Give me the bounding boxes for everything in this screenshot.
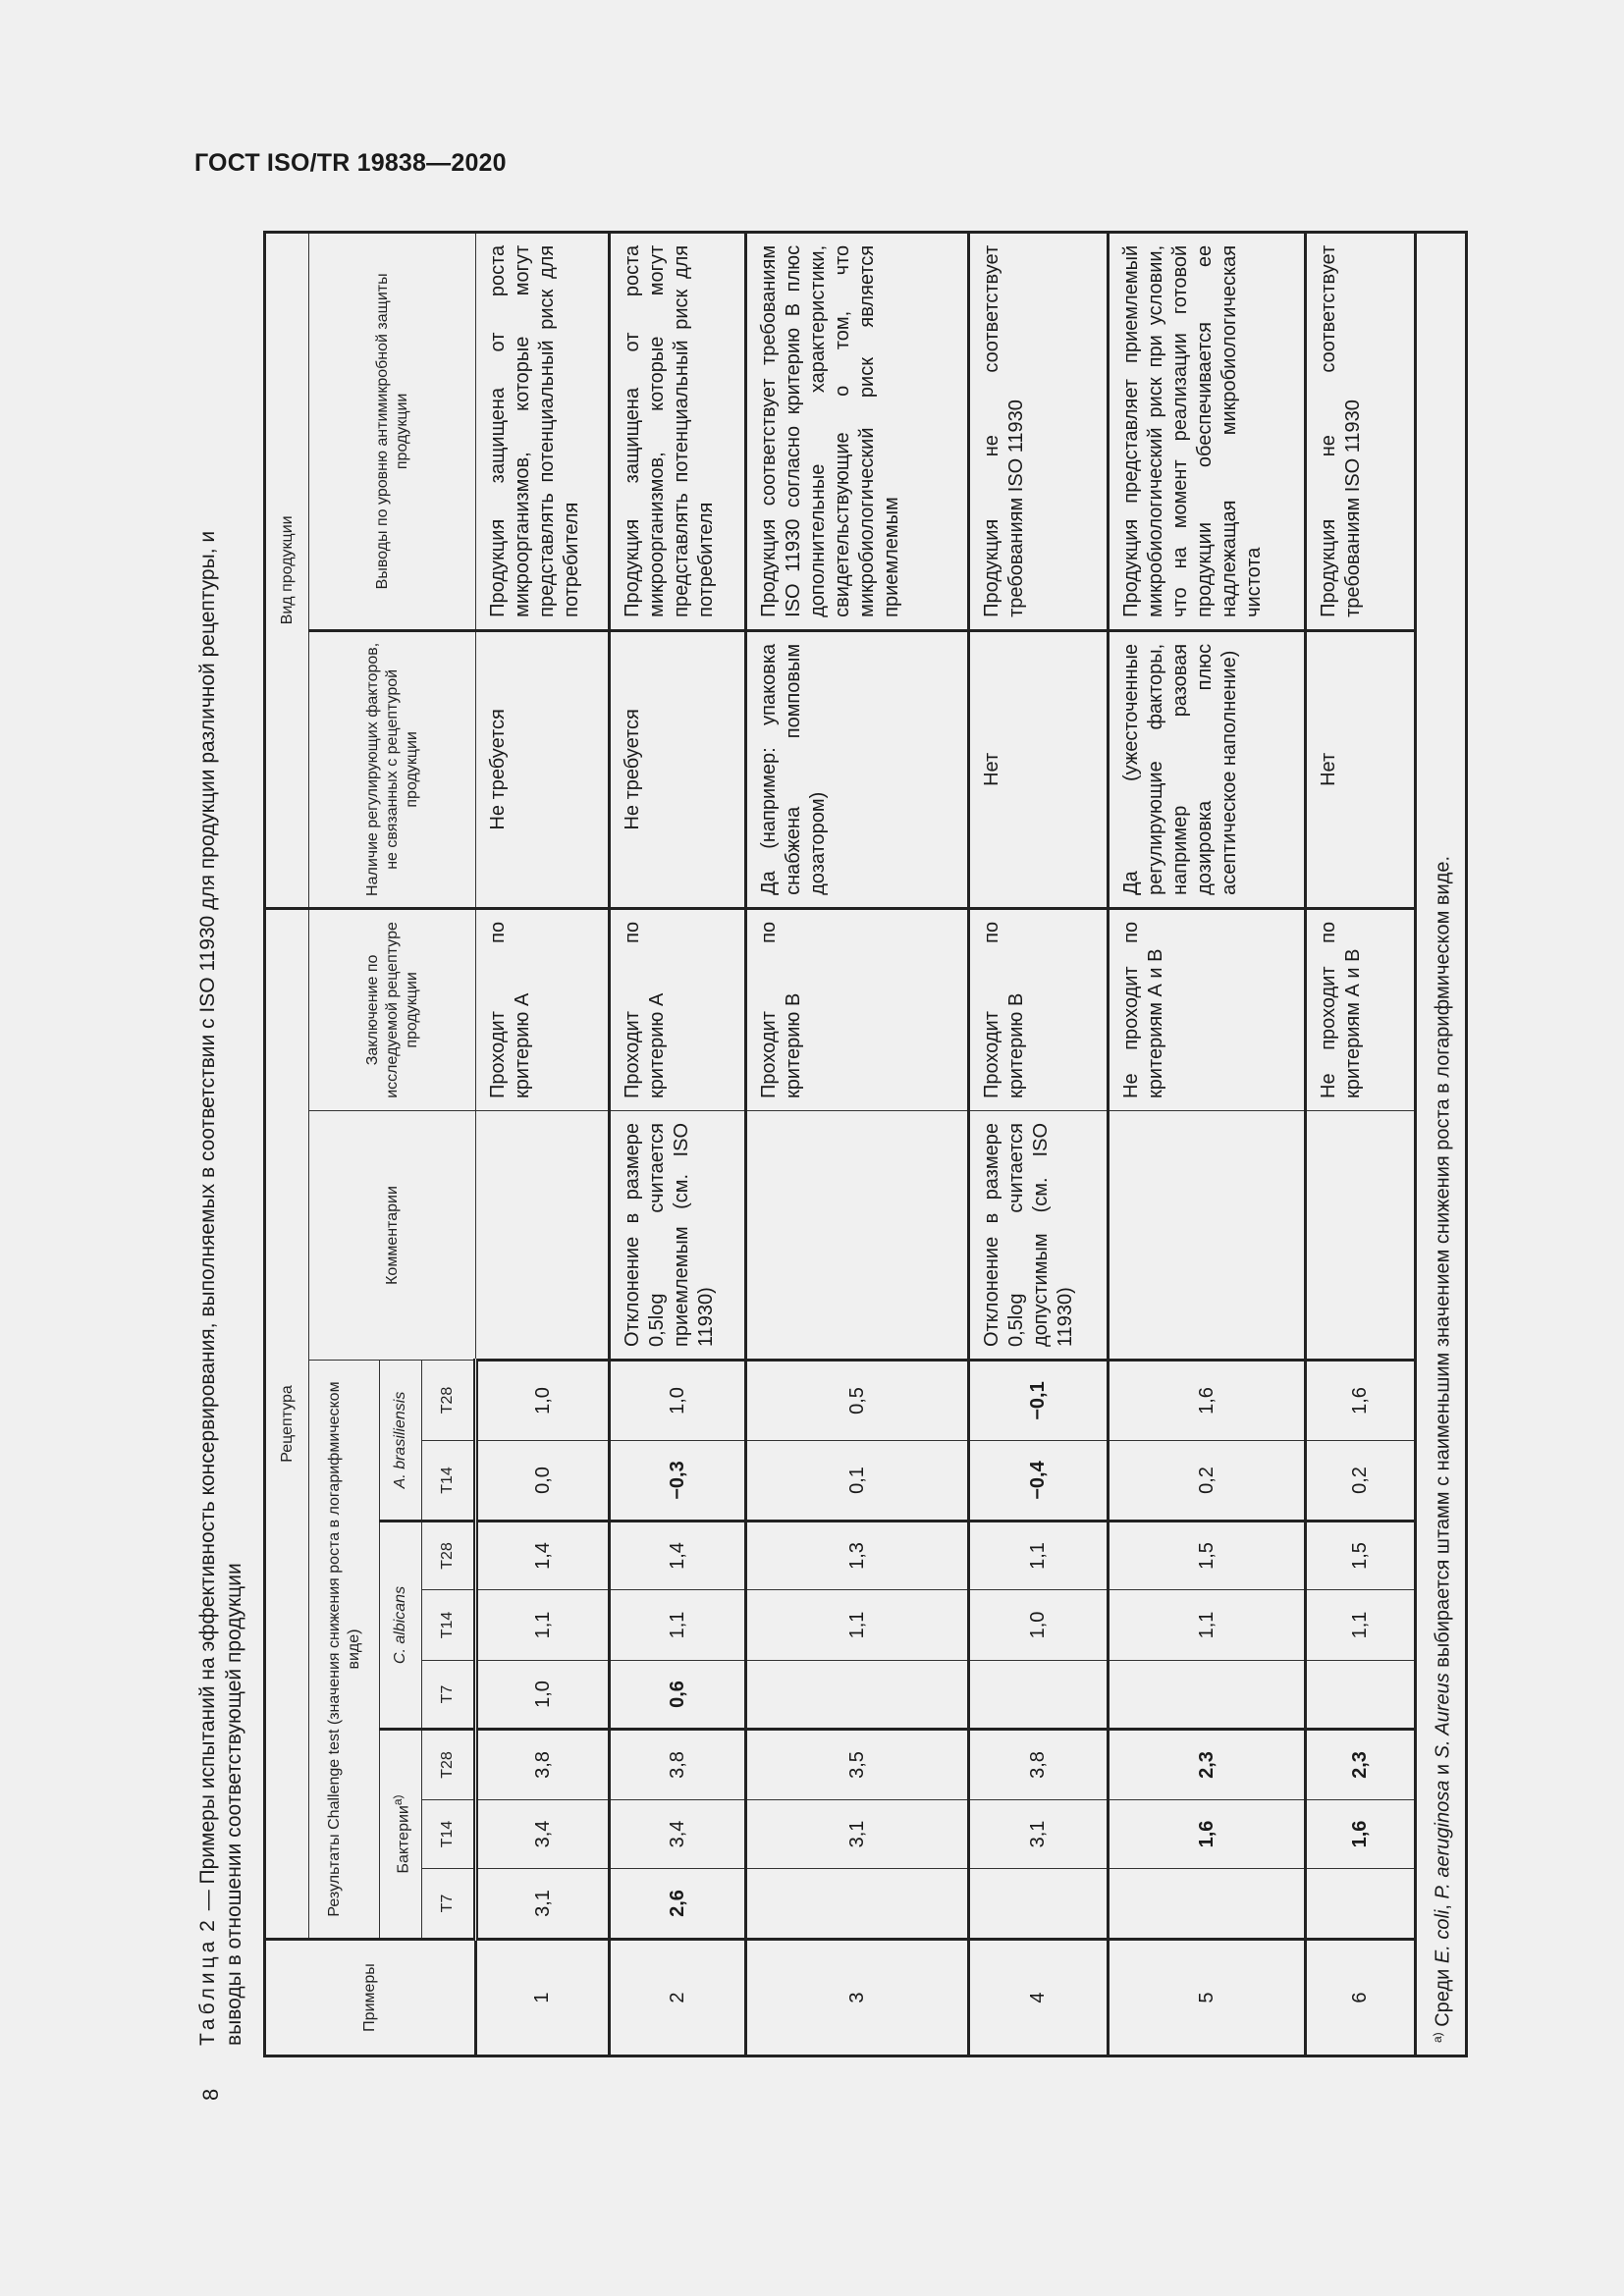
- log-reduction-value: [1306, 1661, 1416, 1730]
- table-row: [476, 232, 610, 2056]
- conclusion-cell: Не проходит по критериям А и В: [1306, 908, 1416, 1110]
- header-timepoint: T28: [422, 1730, 476, 1800]
- log-reduction-value: 1,6: [1109, 1800, 1306, 1869]
- log-reduction-value: [1109, 1869, 1306, 1940]
- header-findings: Выводы по уровню антимикробной защиты продукции: [309, 232, 476, 630]
- header-bacteria: [380, 1730, 422, 1940]
- comment-cell: [476, 1111, 610, 1361]
- log-reduction-value: 1,6: [1306, 1361, 1416, 1441]
- table-row: [1306, 232, 1416, 2056]
- footnote-p4: выбирается штамм с наименьшим значением снижения роста в логарифмическом виде.: [1432, 855, 1454, 1674]
- comment-cell: Отклонение в размере 0,5log считается приемлемым (см. ISO 11930): [610, 1111, 746, 1361]
- comment-cell: Отклонение в размере 0,5log считается допустимым (см. ISO 11930): [969, 1111, 1109, 1361]
- findings-cell: Продукция защищена от роста микроорганизмов, которые могут представлять потенциальный риск для потребителя: [476, 232, 610, 630]
- log-reduction-value: 0,2: [1306, 1441, 1416, 1522]
- header-timepoint: T28: [422, 1522, 476, 1590]
- header-timepoint: T14: [422, 1590, 476, 1661]
- caption-number: 2: [196, 1916, 219, 1932]
- log-reduction-value: 1,5: [1306, 1522, 1416, 1590]
- regulating-factors-cell: Да (например: упаковка снабжена помповым дозатором): [746, 630, 969, 908]
- log-reduction-value: 1,3: [746, 1522, 969, 1590]
- document-header: ГОСТ ISO/TR 19838—2020: [194, 149, 507, 177]
- log-reduction-value: 1,0: [969, 1590, 1109, 1661]
- regulating-factors-cell: Нет: [969, 630, 1109, 908]
- header-timepoint: T7: [422, 1661, 476, 1730]
- log-reduction-value: 1,4: [610, 1522, 746, 1590]
- footnote-p3: и: [1432, 1758, 1454, 1781]
- comment-cell: [1306, 1111, 1416, 1361]
- header-product-type: Вид продукции: [265, 232, 309, 908]
- log-reduction-value: 1,0: [476, 1361, 610, 1441]
- conclusion-cell: Не проходит по критериям А и В: [1109, 908, 1306, 1110]
- log-reduction-value: 2,6: [610, 1869, 746, 1940]
- header-a-brasiliensis: A. brasiliensis: [380, 1361, 422, 1522]
- header-examples: Примеры: [265, 1940, 476, 2056]
- log-reduction-value: 1,4: [476, 1522, 610, 1590]
- log-reduction-value: 1,1: [1306, 1590, 1416, 1661]
- example-number: 4: [969, 1940, 1109, 2056]
- table-caption: [194, 240, 247, 2046]
- log-reduction-value: 1,6: [1109, 1361, 1306, 1441]
- log-reduction-value: 0,1: [746, 1441, 969, 1522]
- header-timepoint: T28: [422, 1361, 476, 1441]
- log-reduction-value: 0,5: [746, 1361, 969, 1441]
- log-reduction-value: 0,2: [1109, 1441, 1306, 1522]
- log-reduction-value: 3,5: [746, 1730, 969, 1800]
- footnote-i3: S. Aureus: [1432, 1673, 1454, 1759]
- conclusion-cell: Проходит по критерию А: [610, 908, 746, 1110]
- log-reduction-value: 1,0: [476, 1661, 610, 1730]
- results-table: [263, 231, 1468, 2057]
- caption-line2: выводы в отношении соответствующей продукции: [223, 1563, 245, 2046]
- findings-cell: Продукция не соответствует требованиям ISO 11930: [1306, 232, 1416, 630]
- table-row: [969, 232, 1109, 2056]
- log-reduction-value: 3,1: [476, 1869, 610, 1940]
- header-c-albicans: C. albicans: [380, 1522, 422, 1730]
- regulating-factors-cell: Не требуется: [610, 630, 746, 908]
- log-reduction-value: 1,1: [476, 1590, 610, 1661]
- header-conclusion: Заключение по исследуемой рецептуре продукции: [309, 908, 476, 1110]
- log-reduction-value: 1,0: [610, 1361, 746, 1441]
- bacteria-footnote-marker: а): [390, 1794, 405, 1806]
- conclusion-cell: Проходит по критерию В: [969, 908, 1109, 1110]
- log-reduction-value: 2,3: [1306, 1730, 1416, 1800]
- log-reduction-value: 0,0: [476, 1441, 610, 1522]
- footnote-p2: ,: [1432, 1898, 1454, 1910]
- header-regulating-factors: Наличие регулирующих факторов, не связанных с рецептурой продукции: [309, 630, 476, 908]
- footnote-p1: Среди: [1432, 1963, 1454, 2033]
- conclusion-cell: Проходит по критерию В: [746, 908, 969, 1110]
- log-reduction-value: [1109, 1661, 1306, 1730]
- bacteria-label: Бактерии: [395, 1805, 412, 1874]
- example-number: 2: [610, 1940, 746, 2056]
- log-reduction-value: [746, 1661, 969, 1730]
- conclusion-cell: Проходит по критерию А: [476, 908, 610, 1110]
- log-reduction-value: [969, 1869, 1109, 1940]
- log-reduction-value: [969, 1661, 1109, 1730]
- log-reduction-value: −0,1: [969, 1361, 1109, 1441]
- findings-cell: Продукция защищена от роста микроорганизмов, которые могут представлять потенциальный риск для потребителя: [610, 232, 746, 630]
- log-reduction-value: 3,4: [610, 1800, 746, 1869]
- footnote-marker: а): [1431, 2032, 1445, 2043]
- comment-cell: [1109, 1111, 1306, 1361]
- log-reduction-value: 2,3: [1109, 1730, 1306, 1800]
- log-reduction-value: 3,1: [969, 1800, 1109, 1869]
- log-reduction-value: 1,1: [969, 1522, 1109, 1590]
- example-number: 3: [746, 1940, 969, 2056]
- example-number: 6: [1306, 1940, 1416, 2056]
- caption-text: — Примеры испытаний на эффективность консервирования, выполняемых в соответствии с ISO 11930 для продукции различной рецептуры, и: [196, 530, 219, 1917]
- footnote-i2: P. aeruginosa: [1432, 1780, 1454, 1899]
- header-timepoint: T14: [422, 1800, 476, 1869]
- log-reduction-value: [746, 1869, 969, 1940]
- log-reduction-value: −0,4: [969, 1441, 1109, 1522]
- log-reduction-value: [1306, 1869, 1416, 1940]
- rotated-page-content: [194, 234, 1465, 2101]
- log-reduction-value: 0,6: [610, 1661, 746, 1730]
- log-reduction-value: 1,5: [1109, 1522, 1306, 1590]
- header-recipe: Рецептура: [265, 908, 309, 1939]
- log-reduction-value: 3,1: [746, 1800, 969, 1869]
- findings-cell: Продукция представляет приемлемый микробиологический риск при условии, что на момент реализации готовой продукции обеспечивается ее надлежащая микробиологическая чистота: [1109, 232, 1306, 630]
- regulating-factors-cell: Да (ужесточенные регулирующие факторы, например разовая дозировка плюс асептическое наполнение): [1109, 630, 1306, 908]
- header-timepoint: T7: [422, 1869, 476, 1940]
- log-reduction-value: 3,8: [969, 1730, 1109, 1800]
- log-reduction-value: 3,4: [476, 1800, 610, 1869]
- log-reduction-value: −0,3: [610, 1441, 746, 1522]
- example-number: 5: [1109, 1940, 1306, 2056]
- table-row: [1109, 232, 1306, 2056]
- log-reduction-value: 3,8: [476, 1730, 610, 1800]
- log-reduction-value: 3,8: [610, 1730, 746, 1800]
- example-number: 1: [476, 1940, 610, 2056]
- header-challenge-results: Результаты Challenge test (значения снижения роста в логарифмическом виде): [309, 1361, 380, 1940]
- page-number: 8: [198, 2088, 223, 2101]
- footnote-i1: E. coli: [1432, 1909, 1454, 1964]
- caption-label: Таблица: [196, 1937, 219, 2046]
- header-comments: Комментарии: [309, 1111, 476, 1361]
- log-reduction-value: 1,1: [746, 1590, 969, 1661]
- log-reduction-value: 1,1: [610, 1590, 746, 1661]
- table-row: [610, 232, 746, 2056]
- findings-cell: Продукция соответствует требованиям ISO 11930 согласно критерию В плюс дополнительные характеристики, свидетельствующие о том, что микробиологический риск является приемлемым: [746, 232, 969, 630]
- regulating-factors-cell: Не требуется: [476, 630, 610, 908]
- table-row: [746, 232, 969, 2056]
- log-reduction-value: 1,6: [1306, 1800, 1416, 1869]
- log-reduction-value: 1,1: [1109, 1590, 1306, 1661]
- findings-cell: Продукция не соответствует требованиям ISO 11930: [969, 232, 1109, 630]
- comment-cell: [746, 1111, 969, 1361]
- header-timepoint: T14: [422, 1441, 476, 1522]
- table-footnote: [1416, 232, 1467, 2056]
- regulating-factors-cell: Нет: [1306, 630, 1416, 908]
